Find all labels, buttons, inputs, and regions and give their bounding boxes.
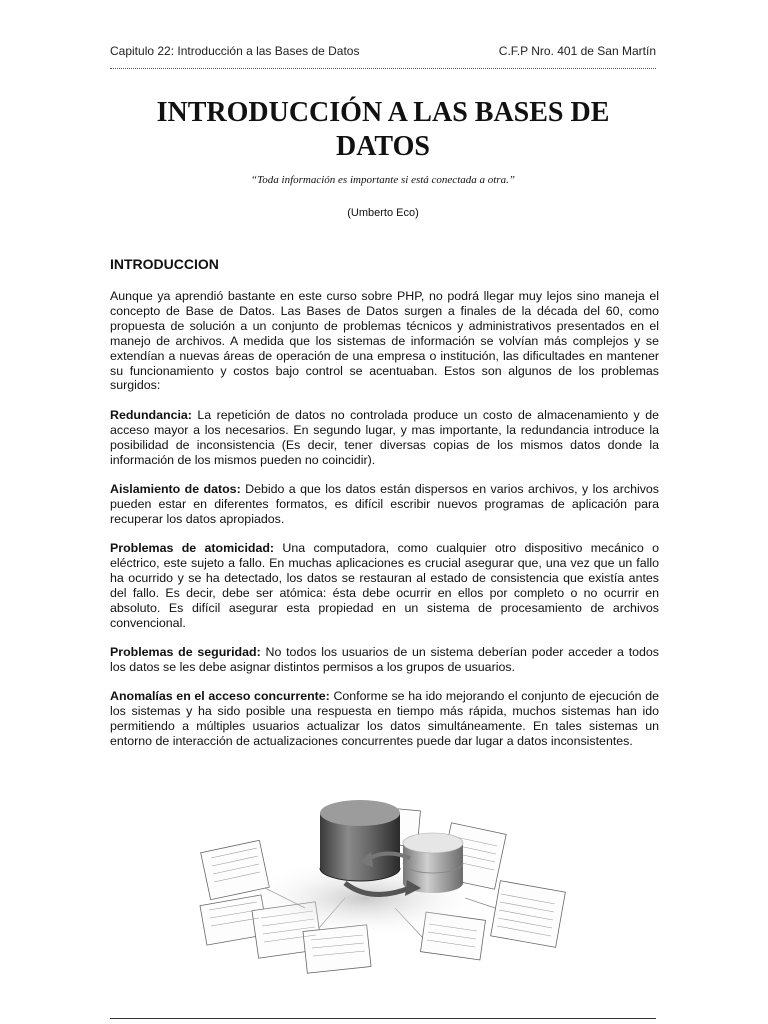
header-chapter: Capitulo 22: Introducción a las Bases de Datos: [110, 44, 360, 58]
page-title: INTRODUCCIÓN A LAS BASES DE DATOS: [156, 97, 610, 162]
section-body: [110, 289, 659, 764]
epigraph-author: (Umberto Eco): [347, 207, 419, 219]
problem-term: Redundancia:: [110, 407, 192, 422]
section-heading: INTRODUCCION: [110, 256, 219, 272]
page-header: [110, 44, 656, 60]
problem-text: Debido a que los datos están dispersos en varios archivos, y los archivos pueden estar en diferentes formatos, es difícil escribir nuevos programas de aplicación para recuperar los datos apropiados.: [110, 481, 659, 526]
problem-term: Anomalías en el acceso concurrente:: [110, 689, 330, 704]
footer-divider: [110, 1018, 656, 1019]
problem-paragraph: [110, 408, 659, 468]
header-institution: C.F.P Nro. 401 de San Martín: [498, 44, 656, 58]
intro-paragraph: Aunque ya aprendió bastante en este curso sobre PHP, no podrá llegar muy lejos sino maneja el concepto de Base de Datos. Las Bases de Datos surgen a finales de la década del 60, como propuesta de solución a un conjunto de problemas técnicos y administrativos presentados en el manejo de archivos. A medida que los sistemas de información se volvían más complejos y se extendían a nuevas áreas de operación de una empresa o institución, las dificultades en mantener su funcionamiento y costos bajo control se acentuaban. Estos son algunos de los problemas surgidos:: [110, 289, 659, 393]
problem-paragraph: [110, 541, 659, 630]
problem-term: Problemas de seguridad:: [110, 645, 261, 660]
problem-paragraph: [110, 482, 659, 527]
problem-term: Aislamiento de datos:: [110, 481, 241, 496]
problem-paragraph: [110, 689, 659, 749]
problem-text: La repetición de datos no controlada produce un costo de almacenamiento y de acceso mayor a los necesarios. En segundo lugar, y mas importante, la redundancia introduce la posibilidad de inconsistencia (Es decir, tener diversas copias de los mismos datos donde la información de los mismos pueden no coincidir).: [110, 407, 659, 467]
problem-paragraph: [110, 645, 659, 675]
database-diagram-icon: [195, 788, 580, 978]
problem-text: Una computadora, como cualquier otro dispositivo mecánico o eléctrico, este sujeto a fallo. En muchas aplicaciones es crucial asegurar que, una vez que un fallo ha ocurrido y se ha detectado, los datos se restauran al estado de consistencia que existía antes del fallo. Es decir, debe ser atómica: ésta debe ocurrir en ellos por completo o no ocurrir en absoluto. Es difícil asegurar esta propiedad en un sistema de procesamiento de archivos convencional.: [110, 541, 659, 630]
problem-text: Conforme se ha ido mejorando el conjunto de ejecución de los sistemas y ha sido posible una respuesta en tiempo más rápida, muchos sistemas han ido permitiendo a múltiples usuarios actualizar los datos simultáneamente. En tales sistemas un entorno de interacción de actualizaciones concurrentes puede dar lugar a datos inconsistentes.: [110, 689, 660, 749]
header-divider: [110, 68, 656, 69]
epigraph-quote: “Toda información es importante si está conectada a otra.”: [251, 174, 515, 186]
problem-text: No todos los usuarios de un sistema deberían poder acceder a todos los datos se les debe asignar distintos permisos a los grupos de usuarios.: [110, 645, 659, 675]
problem-term: Problemas de atomicidad:: [110, 541, 275, 556]
